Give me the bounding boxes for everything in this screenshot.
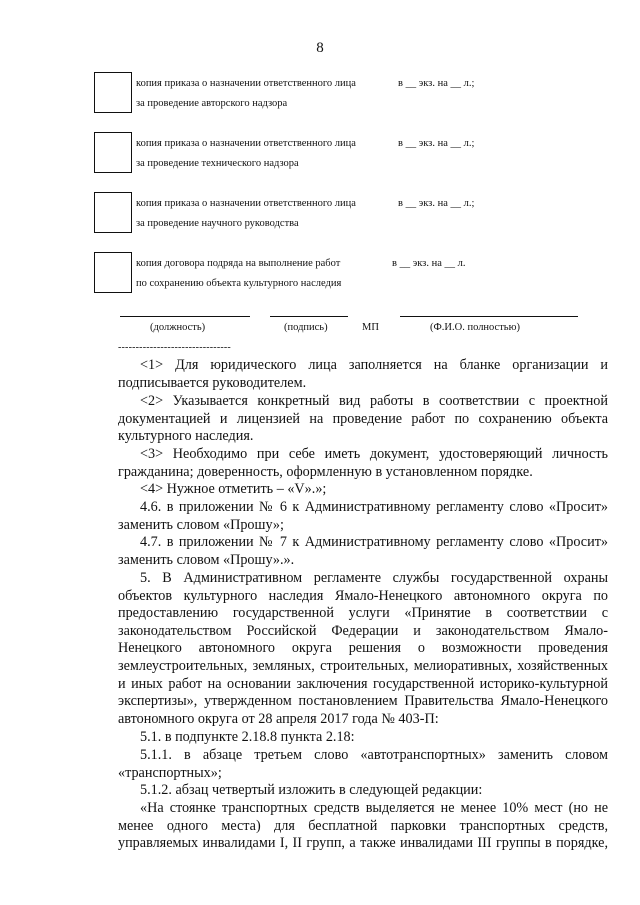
paragraph-5-1-1 bbox=[118, 747, 608, 782]
paragraph-5-1 bbox=[118, 729, 608, 747]
text-line: документацией и лицензией на проведение работ по сохранению объекта bbox=[118, 410, 608, 427]
text-line: 5.1. в подпункте 2.18.8 пункта 2.18: bbox=[140, 729, 355, 745]
text-line: <4> Нужное отметить – «V».»; bbox=[140, 481, 327, 497]
checkbox-box[interactable] bbox=[94, 192, 132, 233]
text-line: экспертизы», утвержденном постановлением Правительства Ямало-Ненецкого bbox=[118, 693, 608, 710]
text-line: культурного наследия. bbox=[118, 428, 254, 445]
text-line: предоставлению государственной услуги «Принятие в соответствии с bbox=[118, 605, 608, 622]
footnote-2 bbox=[118, 393, 608, 446]
checkbox-label: копия приказа о назначении ответственного лица bbox=[136, 138, 356, 149]
footnote-separator: -------------------------------- bbox=[118, 342, 231, 353]
copies-count: в __ экз. на __ л. bbox=[392, 258, 466, 269]
checkbox-row bbox=[94, 188, 554, 238]
name-label: (Ф.И.О. полностью) bbox=[430, 322, 520, 333]
text-line: и иных работ на основании заключения государственной историко-культурной bbox=[118, 675, 608, 692]
text-line: заменить словом «Прошу»; bbox=[118, 516, 284, 533]
text-line: объектов культурного наследия Ямало-Ненецкого автономного округа по bbox=[118, 587, 608, 604]
checkbox-row bbox=[94, 248, 554, 298]
checkbox-box[interactable] bbox=[94, 132, 132, 173]
checkbox-label-cont: по сохранению объекта культурного наследия bbox=[136, 278, 342, 289]
checkbox-box[interactable] bbox=[94, 72, 132, 113]
text-line: 5.1.2. абзац четвертый изложить в следующей редакции: bbox=[140, 782, 483, 798]
footnote-4 bbox=[118, 481, 608, 499]
checkbox-label: копия договора подряда на выполнение работ bbox=[136, 258, 341, 269]
text-line: Ненецкого автономного округа решения о возможности проведения bbox=[118, 640, 608, 657]
position-label: (должность) bbox=[150, 322, 206, 333]
signature-label: (подпись) bbox=[284, 322, 328, 333]
text-line: <1> Для юридического лица заполняется на бланке организации и bbox=[140, 357, 608, 373]
checkbox-box[interactable] bbox=[94, 252, 132, 293]
text-line: 4.6. в приложении № 6 к Административному регламенту слово «Просит» bbox=[140, 499, 608, 515]
checkbox-label-cont: за проведение авторского надзора bbox=[136, 98, 288, 109]
footnote-1 bbox=[118, 357, 608, 392]
footnote-3 bbox=[118, 446, 608, 481]
signature-line bbox=[270, 316, 348, 317]
checkbox-label-cont: за проведение технического надзора bbox=[136, 158, 299, 169]
text-line: 5.1.1. в абзаце третьем слово «автотранспортных» заменить словом bbox=[140, 747, 608, 763]
checkbox-row bbox=[94, 128, 554, 178]
checkbox-row bbox=[94, 68, 554, 118]
text-line: землеустроительных, земляных, строительных, мелиоративных, хозяйственных bbox=[118, 657, 608, 674]
text-line: <2> Указывается конкретный вид работы в соответствии с проектной bbox=[140, 393, 608, 409]
text-line: <3> Необходимо при себе иметь документ, удостоверяющий личность bbox=[140, 446, 608, 462]
checkbox-label: копия приказа о назначении ответственного лица bbox=[136, 78, 356, 89]
text-line: менее одного места) для бесплатной парковки транспортных средств, bbox=[118, 817, 608, 834]
name-line bbox=[400, 316, 578, 317]
paragraph-quote bbox=[118, 800, 608, 853]
text-line: управляемых инвалидами I, II групп, а также инвалидами III группы в порядке, bbox=[118, 835, 608, 852]
text-line: гражданина; доверенность, оформленную в установленном порядке. bbox=[118, 463, 533, 480]
paragraph-4-6 bbox=[118, 499, 608, 534]
checkbox-label: копия приказа о назначении ответственного лица bbox=[136, 198, 356, 209]
text-line: 4.7. в приложении № 7 к Административному регламенту слово «Просит» bbox=[140, 534, 608, 550]
text-line: «транспортных»; bbox=[118, 764, 222, 781]
paragraph-4-7 bbox=[118, 534, 608, 569]
text-line: «На стоянке транспортных средств выделяется не менее 10% мест (но не bbox=[140, 800, 608, 816]
text-line: автономного округа от 28 апреля 2017 года № 403-П: bbox=[118, 710, 439, 727]
copies-count: в __ экз. на __ л.; bbox=[398, 78, 475, 89]
paragraph-5-1-2 bbox=[118, 782, 608, 800]
paragraph-5 bbox=[118, 570, 608, 728]
copies-count: в __ экз. на __ л.; bbox=[398, 198, 475, 209]
text-line: подписывается руководителем. bbox=[118, 374, 307, 391]
page-number: 8 bbox=[316, 40, 324, 56]
text-line: заменить словом «Прошу».». bbox=[118, 551, 295, 568]
position-line bbox=[120, 316, 250, 317]
stamp-label: МП bbox=[362, 322, 379, 333]
copies-count: в __ экз. на __ л.; bbox=[398, 138, 475, 149]
text-line: законодательством Российской Федерации и законодательством Ямало- bbox=[118, 622, 608, 639]
checkbox-label-cont: за проведение научного руководства bbox=[136, 218, 299, 229]
text-line: 5. В Административном регламенте службы государственной охраны bbox=[140, 570, 608, 586]
